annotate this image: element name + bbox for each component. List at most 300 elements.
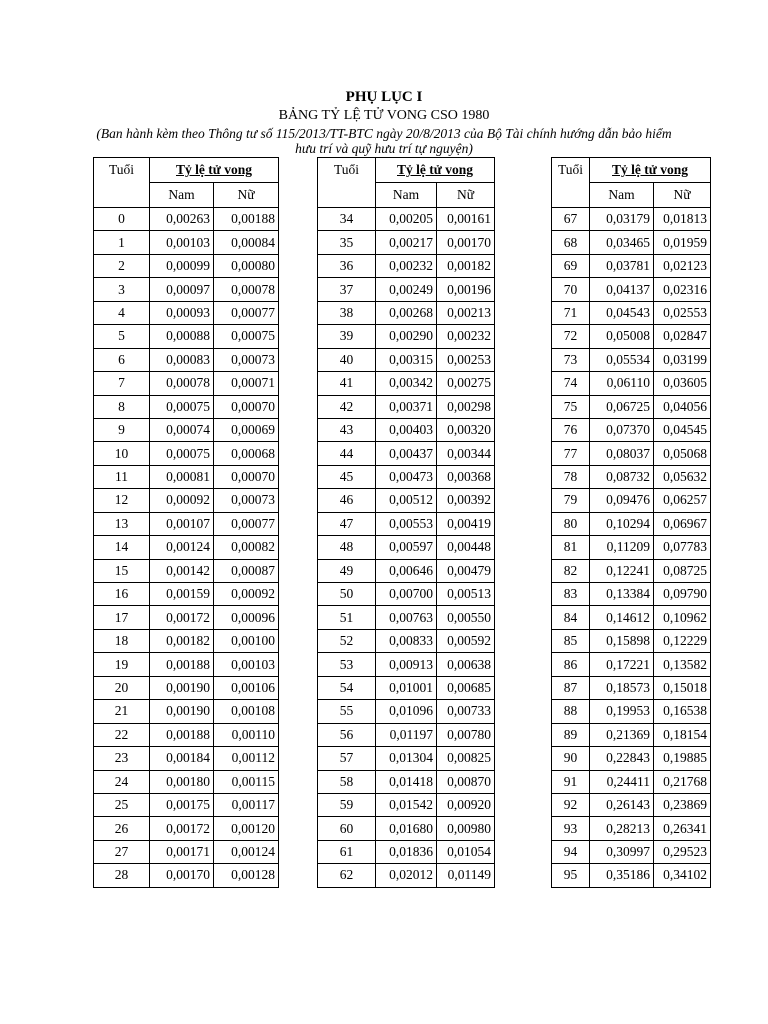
table-row	[552, 278, 711, 301]
male-rate-cell: 0,00171	[150, 840, 214, 863]
age-cell: 12	[94, 489, 150, 512]
table-row	[552, 723, 711, 746]
male-rate-cell: 0,00268	[376, 301, 437, 324]
female-rate-cell: 0,23869	[654, 793, 711, 816]
age-cell: 54	[318, 676, 376, 699]
age-cell: 56	[318, 723, 376, 746]
male-rate-cell: 0,00081	[150, 465, 214, 488]
table-row	[552, 348, 711, 371]
male-rate-cell: 0,30997	[590, 840, 654, 863]
table-row	[318, 583, 495, 606]
female-rate-cell: 0,29523	[654, 840, 711, 863]
table-row	[318, 676, 495, 699]
male-rate-cell: 0,09476	[590, 489, 654, 512]
table-row	[94, 770, 279, 793]
table-row	[318, 278, 495, 301]
female-rate-cell: 0,00638	[437, 653, 495, 676]
table-row	[318, 864, 495, 887]
table-row	[552, 418, 711, 441]
age-cell: 2	[94, 254, 150, 277]
age-cell: 73	[552, 348, 590, 371]
male-rate-cell: 0,00124	[150, 536, 214, 559]
table-row	[94, 348, 279, 371]
table-row	[552, 793, 711, 816]
age-cell: 36	[318, 254, 376, 277]
male-rate-cell: 0,12241	[590, 559, 654, 582]
female-rate-cell: 0,00120	[214, 817, 279, 840]
female-rate-cell: 0,34102	[654, 864, 711, 887]
male-rate-cell: 0,24411	[590, 770, 654, 793]
male-header: Nam	[376, 183, 437, 208]
age-cell: 23	[94, 747, 150, 770]
female-rate-cell: 0,01149	[437, 864, 495, 887]
mortality-rate-header: Tỷ lệ tử vong	[150, 158, 279, 183]
age-cell: 55	[318, 700, 376, 723]
table-row	[94, 512, 279, 535]
age-cell: 92	[552, 793, 590, 816]
age-cell: 83	[552, 583, 590, 606]
female-rate-cell: 0,00170	[437, 231, 495, 254]
female-rate-cell: 0,04545	[654, 418, 711, 441]
male-rate-cell: 0,00075	[150, 395, 214, 418]
female-rate-cell: 0,01813	[654, 208, 711, 231]
age-cell: 25	[94, 793, 150, 816]
table-row	[318, 606, 495, 629]
female-rate-cell: 0,00115	[214, 770, 279, 793]
female-rate-cell: 0,10962	[654, 606, 711, 629]
age-cell: 87	[552, 676, 590, 699]
table-row	[552, 840, 711, 863]
female-rate-cell: 0,00124	[214, 840, 279, 863]
female-rate-cell: 0,00344	[437, 442, 495, 465]
age-cell: 45	[318, 465, 376, 488]
female-rate-cell: 0,00087	[214, 559, 279, 582]
table-row	[552, 512, 711, 535]
male-rate-cell: 0,00103	[150, 231, 214, 254]
female-header: Nữ	[214, 183, 279, 208]
female-rate-cell: 0,02553	[654, 301, 711, 324]
table-row	[318, 254, 495, 277]
male-header: Nam	[150, 183, 214, 208]
table-row	[552, 372, 711, 395]
male-rate-cell: 0,00074	[150, 418, 214, 441]
female-rate-cell: 0,06967	[654, 512, 711, 535]
age-cell: 91	[552, 770, 590, 793]
male-rate-cell: 0,04543	[590, 301, 654, 324]
table-row	[94, 465, 279, 488]
table-row	[552, 395, 711, 418]
table-row	[318, 231, 495, 254]
male-rate-cell: 0,00175	[150, 793, 214, 816]
age-cell: 84	[552, 606, 590, 629]
age-cell: 44	[318, 442, 376, 465]
male-rate-cell: 0,19953	[590, 700, 654, 723]
table-body	[94, 208, 279, 888]
male-rate-cell: 0,00190	[150, 676, 214, 699]
age-cell: 39	[318, 325, 376, 348]
table-body	[318, 208, 495, 888]
age-cell: 75	[552, 395, 590, 418]
table-row	[94, 864, 279, 887]
table-row	[94, 840, 279, 863]
age-cell: 86	[552, 653, 590, 676]
male-rate-cell: 0,00913	[376, 653, 437, 676]
table-row	[94, 747, 279, 770]
age-cell: 80	[552, 512, 590, 535]
female-rate-cell: 0,00096	[214, 606, 279, 629]
table-row	[318, 747, 495, 770]
age-cell: 88	[552, 700, 590, 723]
age-cell: 89	[552, 723, 590, 746]
mortality-table-1	[93, 157, 279, 888]
female-rate-cell: 0,00825	[437, 747, 495, 770]
table-row	[318, 301, 495, 324]
male-rate-cell: 0,01096	[376, 700, 437, 723]
female-rate-cell: 0,00513	[437, 583, 495, 606]
age-cell: 28	[94, 864, 150, 887]
female-rate-cell: 0,00068	[214, 442, 279, 465]
age-cell: 51	[318, 606, 376, 629]
male-rate-cell: 0,00700	[376, 583, 437, 606]
table-row	[94, 208, 279, 231]
mortality-table-3	[551, 157, 711, 888]
table-row	[94, 325, 279, 348]
age-cell: 24	[94, 770, 150, 793]
female-rate-cell: 0,00077	[214, 301, 279, 324]
table-row	[318, 559, 495, 582]
age-cell: 41	[318, 372, 376, 395]
female-rate-cell: 0,00213	[437, 301, 495, 324]
female-rate-cell: 0,08725	[654, 559, 711, 582]
age-cell: 3	[94, 278, 150, 301]
table-row	[552, 559, 711, 582]
female-rate-cell: 0,00161	[437, 208, 495, 231]
table-row	[94, 676, 279, 699]
age-cell: 67	[552, 208, 590, 231]
male-rate-cell: 0,01836	[376, 840, 437, 863]
table-row	[94, 817, 279, 840]
age-cell: 14	[94, 536, 150, 559]
age-cell: 52	[318, 629, 376, 652]
female-rate-cell: 0,00112	[214, 747, 279, 770]
age-cell: 50	[318, 583, 376, 606]
age-cell: 37	[318, 278, 376, 301]
male-rate-cell: 0,05008	[590, 325, 654, 348]
table-row	[318, 418, 495, 441]
female-rate-cell: 0,12229	[654, 629, 711, 652]
female-rate-cell: 0,00253	[437, 348, 495, 371]
age-cell: 11	[94, 465, 150, 488]
female-rate-cell: 0,00108	[214, 700, 279, 723]
male-rate-cell: 0,28213	[590, 817, 654, 840]
male-rate-cell: 0,03781	[590, 254, 654, 277]
female-rate-cell: 0,02123	[654, 254, 711, 277]
age-header: Tuổi	[94, 158, 150, 183]
male-rate-cell: 0,00512	[376, 489, 437, 512]
male-rate-cell: 0,00263	[150, 208, 214, 231]
table-row	[318, 489, 495, 512]
male-rate-cell: 0,00093	[150, 301, 214, 324]
female-rate-cell: 0,00368	[437, 465, 495, 488]
age-header: Tuổi	[552, 158, 590, 183]
mortality-rate-header: Tỷ lệ tử vong	[590, 158, 711, 183]
age-cell: 13	[94, 512, 150, 535]
female-header: Nữ	[437, 183, 495, 208]
female-rate-cell: 0,00080	[214, 254, 279, 277]
table-row	[94, 629, 279, 652]
female-rate-cell: 0,01054	[437, 840, 495, 863]
male-rate-cell: 0,00553	[376, 512, 437, 535]
table-row	[318, 348, 495, 371]
table-row	[318, 512, 495, 535]
age-cell: 53	[318, 653, 376, 676]
age-cell: 38	[318, 301, 376, 324]
male-rate-cell: 0,01304	[376, 747, 437, 770]
female-rate-cell: 0,00077	[214, 512, 279, 535]
male-rate-cell: 0,00403	[376, 418, 437, 441]
male-rate-cell: 0,00075	[150, 442, 214, 465]
age-cell: 57	[318, 747, 376, 770]
table-row	[552, 301, 711, 324]
age-cell: 62	[318, 864, 376, 887]
female-rate-cell: 0,02316	[654, 278, 711, 301]
table-row	[94, 231, 279, 254]
male-rate-cell: 0,00205	[376, 208, 437, 231]
age-cell: 26	[94, 817, 150, 840]
age-cell: 43	[318, 418, 376, 441]
female-rate-cell: 0,00082	[214, 536, 279, 559]
male-rate-cell: 0,18573	[590, 676, 654, 699]
table-row	[94, 653, 279, 676]
table-row	[94, 559, 279, 582]
male-rate-cell: 0,00188	[150, 723, 214, 746]
age-cell: 70	[552, 278, 590, 301]
male-rate-cell: 0,01542	[376, 793, 437, 816]
age-cell: 93	[552, 817, 590, 840]
male-rate-cell: 0,21369	[590, 723, 654, 746]
female-rate-cell: 0,00103	[214, 653, 279, 676]
female-rate-cell: 0,00550	[437, 606, 495, 629]
male-rate-cell: 0,07370	[590, 418, 654, 441]
table-row	[552, 747, 711, 770]
female-rate-cell: 0,03605	[654, 372, 711, 395]
female-rate-cell: 0,00073	[214, 348, 279, 371]
age-cell: 34	[318, 208, 376, 231]
male-rate-cell: 0,00099	[150, 254, 214, 277]
female-rate-cell: 0,00479	[437, 559, 495, 582]
female-rate-cell: 0,00780	[437, 723, 495, 746]
table-row	[552, 676, 711, 699]
female-rate-cell: 0,21768	[654, 770, 711, 793]
age-cell: 40	[318, 348, 376, 371]
male-rate-cell: 0,00182	[150, 629, 214, 652]
male-rate-cell: 0,00315	[376, 348, 437, 371]
male-rate-cell: 0,00092	[150, 489, 214, 512]
age-cell: 35	[318, 231, 376, 254]
age-cell: 8	[94, 395, 150, 418]
male-rate-cell: 0,00188	[150, 653, 214, 676]
female-rate-cell: 0,26341	[654, 817, 711, 840]
table-row	[318, 793, 495, 816]
male-header: Nam	[590, 183, 654, 208]
mortality-rate-header: Tỷ lệ tử vong	[376, 158, 495, 183]
age-cell: 27	[94, 840, 150, 863]
age-cell: 69	[552, 254, 590, 277]
table-row	[318, 465, 495, 488]
mortality-table-2	[317, 157, 495, 888]
age-header-blank	[94, 183, 150, 208]
female-rate-cell: 0,18154	[654, 723, 711, 746]
table-row	[94, 606, 279, 629]
table-row	[318, 536, 495, 559]
male-rate-cell: 0,00217	[376, 231, 437, 254]
age-cell: 71	[552, 301, 590, 324]
age-cell: 22	[94, 723, 150, 746]
age-cell: 94	[552, 840, 590, 863]
age-cell: 48	[318, 536, 376, 559]
male-rate-cell: 0,00107	[150, 512, 214, 535]
male-rate-cell: 0,35186	[590, 864, 654, 887]
age-cell: 68	[552, 231, 590, 254]
table-row	[552, 536, 711, 559]
female-rate-cell: 0,00071	[214, 372, 279, 395]
male-rate-cell: 0,00190	[150, 700, 214, 723]
female-rate-cell: 0,00685	[437, 676, 495, 699]
table-row	[318, 208, 495, 231]
female-rate-cell: 0,00110	[214, 723, 279, 746]
table-body	[552, 208, 711, 888]
female-rate-cell: 0,00320	[437, 418, 495, 441]
age-cell: 74	[552, 372, 590, 395]
female-rate-cell: 0,13582	[654, 653, 711, 676]
female-rate-cell: 0,00392	[437, 489, 495, 512]
table-row	[94, 301, 279, 324]
female-rate-cell: 0,00075	[214, 325, 279, 348]
table-row	[552, 770, 711, 793]
table-subtitle: BẢNG TỶ LỆ TỬ VONG CSO 1980	[278, 108, 490, 123]
table-row	[94, 793, 279, 816]
female-rate-cell: 0,00188	[214, 208, 279, 231]
table-row	[552, 700, 711, 723]
age-cell: 42	[318, 395, 376, 418]
table-row	[552, 629, 711, 652]
age-cell: 77	[552, 442, 590, 465]
age-cell: 19	[94, 653, 150, 676]
age-cell: 59	[318, 793, 376, 816]
female-rate-cell: 0,00196	[437, 278, 495, 301]
female-rate-cell: 0,05632	[654, 465, 711, 488]
male-rate-cell: 0,00342	[376, 372, 437, 395]
male-rate-cell: 0,00172	[150, 817, 214, 840]
age-cell: 4	[94, 301, 150, 324]
table-row	[94, 278, 279, 301]
age-cell: 10	[94, 442, 150, 465]
male-rate-cell: 0,14612	[590, 606, 654, 629]
male-rate-cell: 0,00078	[150, 372, 214, 395]
table-row	[318, 723, 495, 746]
male-rate-cell: 0,01001	[376, 676, 437, 699]
age-cell: 79	[552, 489, 590, 512]
age-cell: 58	[318, 770, 376, 793]
age-cell: 9	[94, 418, 150, 441]
age-cell: 85	[552, 629, 590, 652]
female-rate-cell: 0,00182	[437, 254, 495, 277]
male-rate-cell: 0,00180	[150, 770, 214, 793]
female-rate-cell: 0,00070	[214, 465, 279, 488]
male-rate-cell: 0,00159	[150, 583, 214, 606]
female-rate-cell: 0,00117	[214, 793, 279, 816]
male-rate-cell: 0,10294	[590, 512, 654, 535]
female-rate-cell: 0,00298	[437, 395, 495, 418]
age-cell: 6	[94, 348, 150, 371]
female-rate-cell: 0,00078	[214, 278, 279, 301]
table-row	[552, 606, 711, 629]
male-rate-cell: 0,17221	[590, 653, 654, 676]
age-cell: 61	[318, 840, 376, 863]
male-rate-cell: 0,05534	[590, 348, 654, 371]
male-rate-cell: 0,00833	[376, 629, 437, 652]
table-row	[94, 536, 279, 559]
age-header: Tuổi	[318, 158, 376, 183]
table-row	[94, 254, 279, 277]
table-row	[94, 372, 279, 395]
table-row	[552, 653, 711, 676]
age-cell: 17	[94, 606, 150, 629]
male-rate-cell: 0,00097	[150, 278, 214, 301]
female-rate-cell: 0,02847	[654, 325, 711, 348]
age-cell: 18	[94, 629, 150, 652]
male-rate-cell: 0,00437	[376, 442, 437, 465]
male-rate-cell: 0,00170	[150, 864, 214, 887]
age-cell: 60	[318, 817, 376, 840]
male-rate-cell: 0,00290	[376, 325, 437, 348]
male-rate-cell: 0,06110	[590, 372, 654, 395]
female-rate-cell: 0,00073	[214, 489, 279, 512]
age-cell: 15	[94, 559, 150, 582]
female-rate-cell: 0,00092	[214, 583, 279, 606]
male-rate-cell: 0,02012	[376, 864, 437, 887]
age-cell: 90	[552, 747, 590, 770]
table-row	[552, 583, 711, 606]
male-rate-cell: 0,03465	[590, 231, 654, 254]
female-header: Nữ	[654, 183, 711, 208]
age-cell: 47	[318, 512, 376, 535]
male-rate-cell: 0,00172	[150, 606, 214, 629]
table-row	[552, 208, 711, 231]
table-row	[318, 817, 495, 840]
age-cell: 21	[94, 700, 150, 723]
age-cell: 82	[552, 559, 590, 582]
male-rate-cell: 0,15898	[590, 629, 654, 652]
table-row	[318, 395, 495, 418]
male-rate-cell: 0,00232	[376, 254, 437, 277]
age-cell: 0	[94, 208, 150, 231]
age-cell: 78	[552, 465, 590, 488]
male-rate-cell: 0,11209	[590, 536, 654, 559]
issued-note: (Ban hành kèm theo Thông tư số 115/2013/TT-BTC ngày 20/8/2013 của Bộ Tài chính hướng dẫn bảo hiểm hưu trí và quỹ hưu trí tự nguyện)	[96, 126, 672, 156]
table-row	[552, 254, 711, 277]
age-cell: 20	[94, 676, 150, 699]
age-cell: 72	[552, 325, 590, 348]
table-row	[94, 583, 279, 606]
age-header-blank	[318, 183, 376, 208]
female-rate-cell: 0,00980	[437, 817, 495, 840]
table-row	[94, 395, 279, 418]
table-row	[94, 489, 279, 512]
male-rate-cell: 0,00371	[376, 395, 437, 418]
female-rate-cell: 0,19885	[654, 747, 711, 770]
age-header-blank	[552, 183, 590, 208]
